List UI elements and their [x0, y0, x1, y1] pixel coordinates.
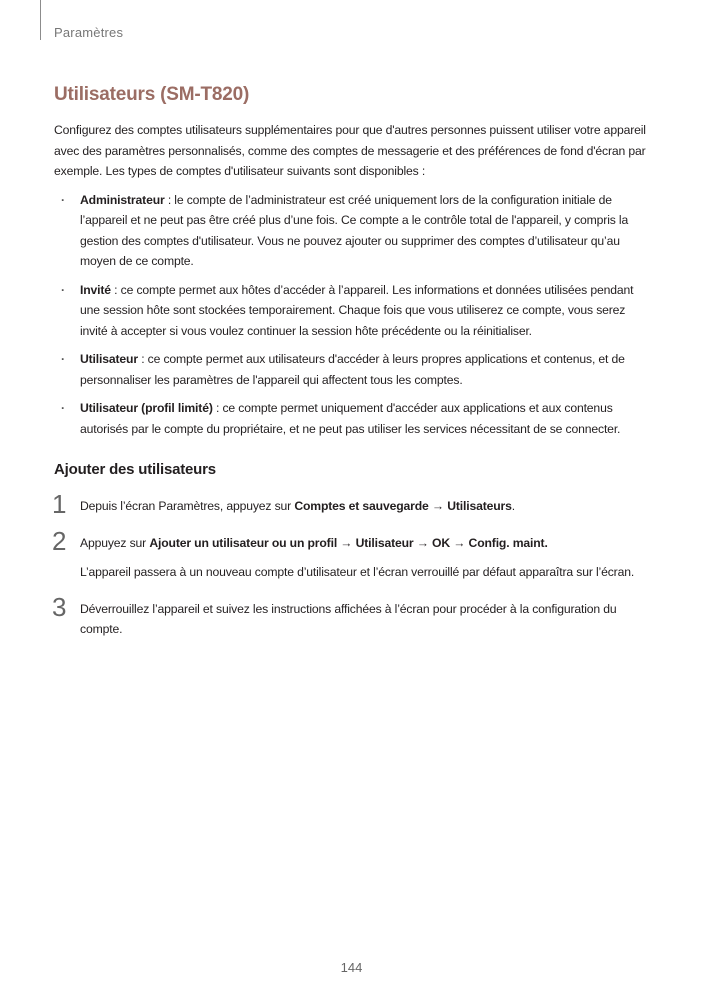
running-header: Paramètres	[54, 25, 124, 40]
arrow-icon: →	[337, 535, 356, 550]
step-3	[52, 591, 654, 640]
list-item	[80, 398, 654, 439]
step-number: 2	[52, 525, 67, 556]
step-note: L’appareil passera à un nouveau compte d’utilisateur et l’écran verrouillé par défaut apparaîtra sur l’écran.	[80, 565, 635, 579]
arrow-icon: →	[413, 535, 433, 550]
step-text-part: Appuyez sur	[80, 535, 150, 550]
arrow-icon: →	[428, 499, 448, 513]
bullet-term: Invité	[80, 282, 111, 297]
section-title: Ajouter des utilisateurs	[54, 461, 216, 478]
bullet-term: Administrateur	[80, 192, 165, 207]
menu-path-label: Config. maint.	[468, 535, 548, 550]
page-title: Utilisateurs (SM-T820)	[54, 84, 250, 105]
page-content	[54, 84, 654, 656]
step-text-part: .	[511, 499, 516, 513]
list-item	[80, 280, 654, 342]
bullet-text: : ce compte permet aux utilisateurs d'accéder à leurs propres applications et contenus, et de personnaliser les paramètres de l'appareil qui affectent tous les comptes.	[80, 352, 625, 387]
bullet-text: : ce compte permet uniquement d'accéder aux applications et aux contenus autorisés par le compte du propriétaire, et ne peut pas utiliser les services nécessitant de se connecter.	[80, 401, 621, 436]
menu-path-label: Utilisateur	[355, 535, 414, 550]
account-types-list	[54, 190, 654, 440]
menu-path-label: Ajouter un utilisateur ou un profil	[149, 535, 338, 550]
bullet-text: : le compte de l’administrateur est créé uniquement lors de la configuration initiale de l’appareil et ne peut pas être créé plus d’une fois. Ce compte a le contrôle total de l'appareil, y compris la gestion des comptes d'utilisateur. Vous ne pouvez ajouter ou supprimer des comptes d’utilisateur qu’au moyen de ce compte.	[80, 192, 629, 268]
step-number: 3	[52, 591, 67, 622]
bullet-term: Utilisateur	[80, 352, 138, 366]
page-number: 144	[340, 960, 363, 975]
bullet-term: Utilisateur (profil limité)	[80, 401, 213, 415]
intro-paragraph: Configurez des comptes utilisateurs supplémentaires pour que d'autres personnes puissent utiliser votre appareil avec des paramètres personnalisés, comme des comptes de messagerie et des préférences de fond d'écran par exemple. Les types de comptes d'utilisateur suivants sont disponibles :	[54, 123, 646, 178]
step-text-part: Depuis l’écran Paramètres, appuyez sur	[80, 499, 295, 513]
step-text: Déverrouillez l’appareil et suivez les instructions affichées à l’écran pour procéder à la configuration du compte.	[80, 601, 617, 636]
header-rule	[40, 0, 41, 40]
list-item	[80, 349, 654, 390]
steps-list	[52, 489, 654, 640]
step-1	[52, 489, 654, 519]
step-text	[80, 496, 654, 517]
menu-path-label: Utilisateurs	[447, 499, 512, 513]
bullet-text: : ce compte permet aux hôtes d’accéder à l’appareil. Les informations et données utilisées pendant une session hôte sont stockées temporairement. Chaque fois que vous utiliserez ce compte, vous serez invité à accepter si vous voulez continuer la session hôte précédente ou la réinitialiser.	[80, 282, 634, 338]
step-2	[52, 525, 654, 583]
step-number: 1	[52, 489, 67, 519]
arrow-icon: →	[450, 535, 469, 550]
menu-path-label: Comptes et sauvegarde	[294, 499, 429, 513]
list-item	[80, 190, 654, 272]
step-text	[80, 533, 654, 554]
menu-path-label: OK	[432, 535, 451, 550]
